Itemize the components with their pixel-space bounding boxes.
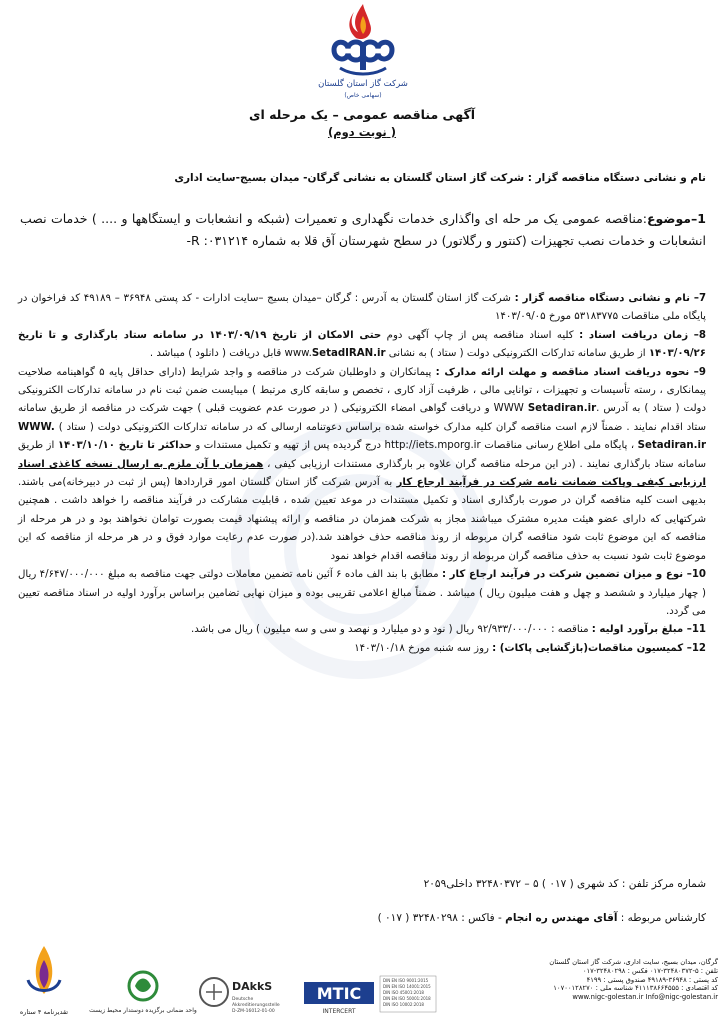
expert-fax: - فاکس : ۳۲۴۸۰۲۹۸ ( ۰۱۷ ) — [377, 912, 506, 924]
svg-text:واحد ضمانی برگزیده دوستدار محی: واحد ضمانی برگزیده دوستدار محیط زیست — [89, 1007, 197, 1014]
svg-text:DAkkS: DAkkS — [232, 980, 273, 993]
setad-link-3[interactable]: WWW. Setadiran.ir — [18, 421, 706, 452]
section-9-text: پیمانکاران و داوطلبان شرکت در مناقصه و واجد شرایط (دارای حداقل پایه ۵ گواهینامه صلاحیت پیمانکاری ، رسته تأسیسات و تجهیزات ، توانایی مالی ، ظرفیت آزاد کاری ، تخصص و سابقه کاری مرتبط ) میبایست ضمن ثبت نام در سامانه تدارکات الکترونیکی دولت ( ستاد ) به آدرس .WWW — [18, 366, 707, 415]
section-10-heading: 10– نوع و میزان تضمین شرکت در فرآیند ارجاع کار : — [441, 569, 706, 581]
section-11-heading: 11– مبلغ برآورد اولیه : — [591, 624, 706, 636]
notice-round: (نوبت دوم ) — [327, 125, 397, 139]
section-8-text-3: قابل دریافت ( دانلود ) میباشد . — [149, 348, 285, 360]
section-7-heading: 7– نام و نشانی دستگاه مناقصه گزار : — [514, 293, 707, 304]
svg-text:INTERCERT: INTERCERT — [322, 1008, 356, 1015]
center-phone: شماره مرکز تلفن : کد شهری ( ۰۱۷ ) ۵ – ۳۲۴۸۰۳۷۲ داخلی۲۰۵۹ — [423, 878, 706, 890]
four-star-award-logo — [14, 940, 74, 1020]
subject-paragraph — [20, 208, 706, 252]
svg-text:DIN ISO 45001:2018: DIN ISO 45001:2018 — [383, 990, 424, 995]
section-7-text: شرکت گاز استان گلستان به آدرس : گرگان –میدان بسیج –سایت ادارات - کد پستی ۳۶۹۴۸ – ۴۹۱۸۹ کد فراخوان در پایگاه ملی مناقصات ۵۳۱۸۳۷۷۵ مورخ ۱۴۰۳/۰۹/۰۵ — [18, 293, 706, 323]
dakks-cert-logo — [196, 966, 296, 1022]
section-9-deadline: حداکثر تا تاریخ ۱۴۰۳/۱۰/۱۰ — [57, 440, 192, 452]
expert-contact — [378, 912, 706, 924]
expert-label: کارشناس مربوطه : — [617, 912, 706, 924]
svg-text:DIN EN ISO 14001:2015: DIN EN ISO 14001:2015 — [383, 984, 431, 989]
expert-name: آقای مهندس ره انجام — [505, 912, 618, 924]
section-9-heading: 9– نحوه دریافت اسناد مناقصه و مهلت ارائه مدارک : — [435, 366, 706, 378]
footer-address — [543, 958, 718, 1002]
section-12-heading: 12– کمیسیون مناقصات(بازگشایی پاکات) : — [492, 642, 706, 654]
svg-text:DIN ISO 10002:2018: DIN ISO 10002:2018 — [383, 1002, 424, 1007]
svg-text:Akkreditierungsstelle: Akkreditierungsstelle — [232, 1003, 280, 1008]
section-7 — [18, 290, 706, 327]
setad-link[interactable]: SetadIRAN.ir — [311, 348, 386, 360]
notice-title: آگهی مناقصه عمومی – یک مرحله ای — [248, 107, 475, 122]
section-8-text: کلیه اسناد مناقصه پس از چاپ آگهی دوم — [381, 329, 580, 341]
footer-line: گرگان، میدان بسیج، سایت اداری، شرکت گاز استان گلستان — [549, 958, 718, 966]
section-11 — [18, 621, 706, 639]
green-unit-logo — [89, 966, 197, 1022]
footer-line: تلفن : ۵-۳۲۴۸۰۳۷۲-۰۱۷ فکس : ۳۲۴۸۰۲۹۸-۰۱۷ — [582, 966, 718, 975]
footer-line: کد اقتصادی : ۴۱۱۱۳۸۶۶۴۵۵۵ شناسه ملی : ۱۰۷۰۰۱۲۸۲۷۰ — [553, 984, 718, 993]
section-9-text-3: ، پایگاه ملی اطلاع رسانی مناقصات http://iets.mporg.ir درج گردیده پس از تهیه و تکمیل مستندات و — [191, 440, 638, 452]
section-9-paper-requirement: همزمان با آن ملزم به ارسال نسخه کاغذی اسناد ارزیابی کیفی وپاکت ضمانت نامه شرکت در فرآیند ارجاع کار — [18, 458, 706, 489]
svg-text:DIN EN ISO 9001:2015: DIN EN ISO 9001:2015 — [383, 978, 429, 983]
footer-line: کد پستی : ۳۶۹۴۸-۴۹۱۸۹ صندوق پستی : ۴۱۹۹ — [586, 975, 718, 984]
section-8 — [18, 327, 706, 364]
section-8-heading: 8– زمان دریافت اسناد : — [579, 329, 706, 341]
logo-caption: شرکت گاز استان گلستان — [318, 79, 408, 89]
section-10 — [18, 566, 706, 621]
svg-text:MTIC: MTIC — [316, 984, 362, 1003]
section-9-text-2: و دریافت گواهی امضاء الکترونیکی ( در صورت عدم عضویت قبلی ) جهت شرکت در مناقصه از طریق سامانه ستاد اقدام نمایند . ضمناً لازم است مناقصه گران کلیه مدارک خواسته شده براساس دعوتنامه ارسالی که در سامانه تدارکات الکترونیکی دولت ( ستاد ) — [18, 403, 706, 433]
section-10-text: مطابق با بند الف ماده ۶ آئین نامه تضمین معاملات دولتی جهت مناقصه به مبلغ ۴/۶۴۷/۰۰۰/۰۰۰ ریال ( چهار میلیارد و ششصد و چهل و هفت میلیون ریال ) میباشد . ضمناً مبالغ اعلامی تقریبی بوده و میزان نهایی تضامین براساس برآورد اولیه در اسناد مناقصه تعیین می گردد. — [18, 569, 706, 617]
svg-text:تقدیرنامه ۴ ستاره: تقدیرنامه ۴ ستاره — [19, 1008, 69, 1016]
section-9 — [18, 364, 706, 566]
svg-text:DIN EN ISO 50001:2018: DIN EN ISO 50001:2018 — [383, 996, 431, 1001]
svg-text:Deutsche: Deutsche — [232, 997, 254, 1002]
mtic-cert-logo — [300, 966, 440, 1022]
section-11-text: مناقصه : ۹۲/۹۳۳/۰۰۰/۰۰۰ ریال ( نود و دو میلیارد و نهصد و سی و سه میلیون ) ریال می باشد. — [191, 624, 592, 636]
subject-text: :مناقصه عمومی یک مر حله ای واگذاری خدمات نگهداری و تعمیرات (شبکه و انشعابات و ایستگاهها و .... ) خدمات نصب انشعابات و خدمات نصب تجهیزات (کنتور و رگلاتور) در سطح شهرستان آق قلا به شماره ۰۳۱۲۱۴: R- — [20, 211, 706, 248]
notice-body — [18, 290, 706, 658]
subject-heading: 1–موضوع — [647, 211, 706, 226]
setad-link-2[interactable]: Setadiran.ir — [527, 403, 597, 415]
section-8-dates: حتی الامکان از تاریخ ۱۴۰۳/۰۹/۱۹ در سامانه ستاد بارگذاری و تا تاریخ ۱۴۰۳/۰۹/۲۶ — [18, 329, 706, 360]
section-9-text-5: به آدرس شرکت گاز استان گلستان امور قراردادها (پس از ثبت در دبیرخانه)می باشند. بدیهی است کلیه مناقصه گران در صورت بارگذاری اسناد و تکمیل مستندات در موعد تعیین شده ، قابلیت مشارکت در فرآیند مناقصه را خواهد داشت . همچنین شرکتهایی که دارای عضو هیئت مدیره مشترک میباشند مجاز به شرکت همزمان در مناقصه و ارائه پیشنهاد قیمت بصورت توامان نخواهند بود و در هر مرحله از مناقصه که این موضوع ثابت شود مناقصه گران مربوطه از روند مناقصه حذف خواهند شد.(در صورت عدم رعایت موارد فوق و در هر مرحله از مناقصه که این موضوع ثابت شود نسبت به حذف مناقصه گران مربوطه از روند مناقصه اقدام خواهد نمود — [18, 477, 706, 562]
section-12-text: روز سه شنبه مورخ ۱۴۰۳/۱۰/۱۸ — [354, 642, 493, 654]
company-logo — [318, 2, 408, 102]
footer-web-email[interactable]: www.nigc-golestan.ir Info@nigc-golestan.ir — [572, 993, 718, 1002]
section-9-text-4: از طریق سامانه ستاد بارگذاری نمایند . (در این مرحله مناقصه گران علاوه بر بارگذاری مستندات ارزیابی کیفی ، — [18, 440, 706, 470]
section-8-text-2: از طریق سامانه تدارکات الکترونیکی دولت ( ستاد ) به نشانی www. — [284, 348, 649, 360]
section-12 — [18, 640, 706, 658]
svg-text:D-ZM-16012-01-00: D-ZM-16012-01-00 — [232, 1009, 275, 1014]
organizer-address: نام و نشانی دستگاه مناقصه گزار : شرکت گاز استان گلستان به نشانی گرگان- میدان بسیج-سایت اداری — [174, 172, 706, 184]
logo-subcaption: (سهامی خاص) — [344, 92, 382, 99]
